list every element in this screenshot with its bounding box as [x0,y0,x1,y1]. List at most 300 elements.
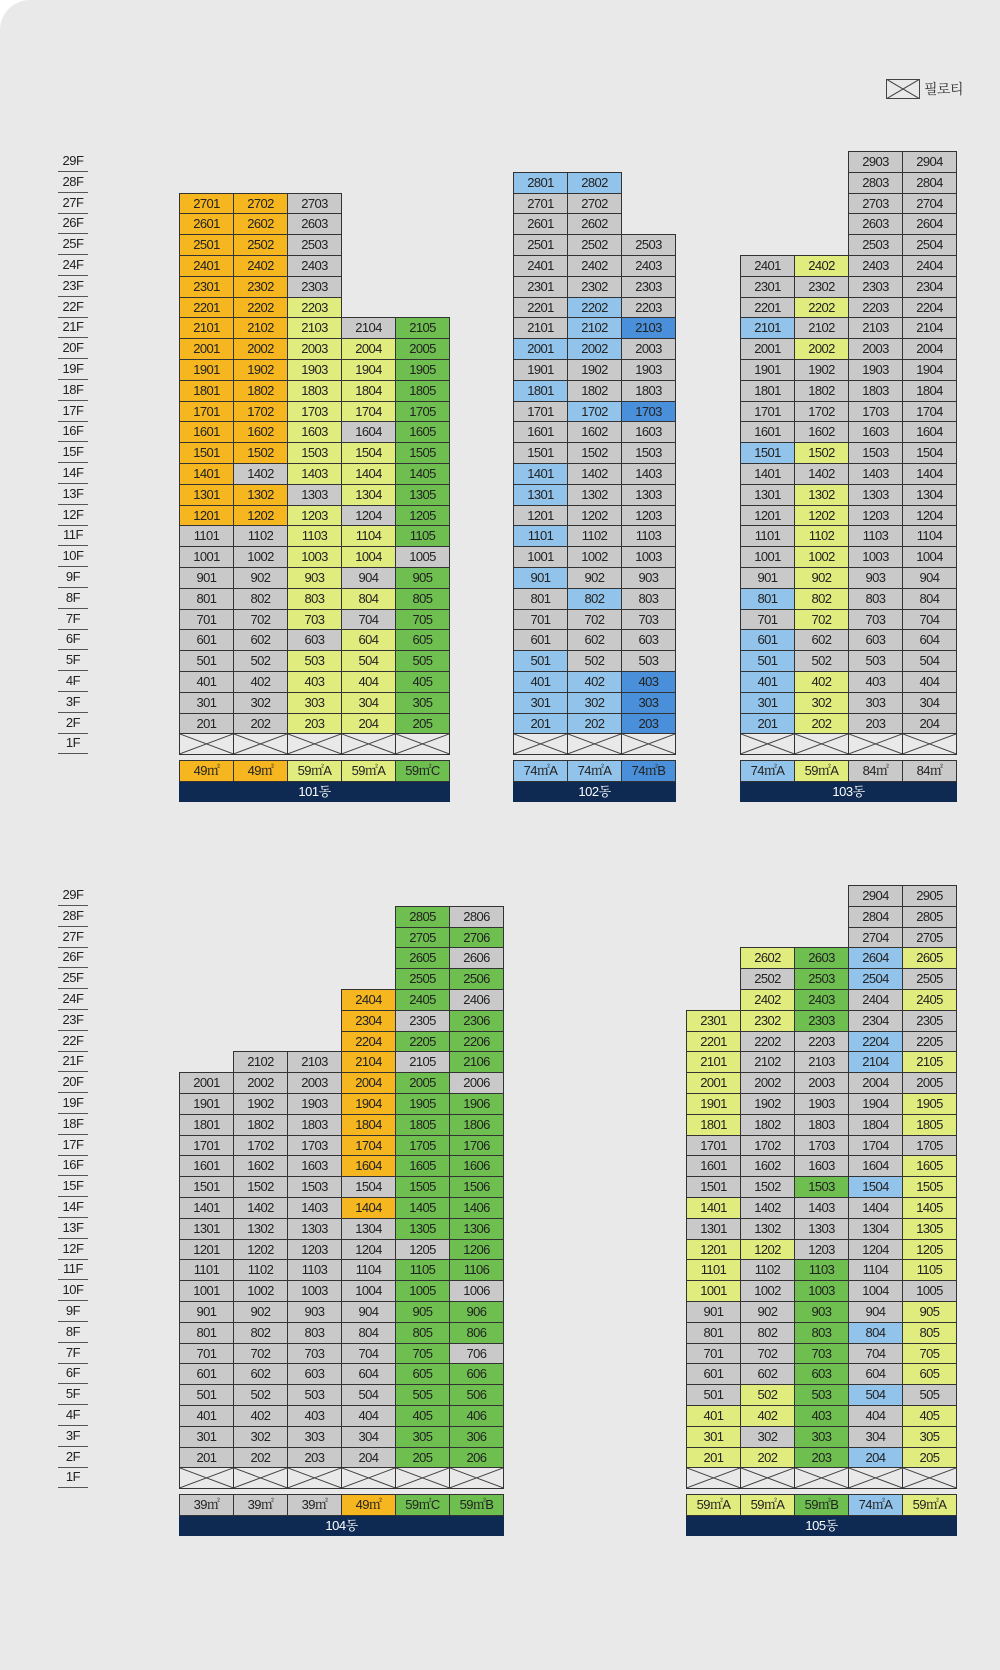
unit-cell[interactable]: 1904 [902,359,957,381]
unit-cell[interactable]: 703 [287,609,342,631]
unit-cell[interactable]: 202 [794,713,849,735]
unit-cell[interactable]: 2002 [740,1072,795,1094]
unit-cell[interactable]: 1303 [848,484,903,506]
unit-cell[interactable]: 1904 [848,1093,903,1115]
unit-cell[interactable]: 1206 [449,1239,504,1261]
unit-cell[interactable]: 1303 [287,484,342,506]
unit-cell[interactable]: 1105 [902,1259,957,1281]
unit-cell[interactable]: 604 [848,1363,903,1385]
unit-cell[interactable]: 1903 [287,359,342,381]
unit-cell[interactable]: 2705 [902,927,957,949]
unit-cell[interactable]: 1605 [902,1155,957,1177]
unit-cell[interactable]: 2002 [567,338,622,360]
unit-cell[interactable]: 401 [513,671,568,693]
unit-cell[interactable]: 805 [395,1322,450,1344]
unit-cell[interactable]: 2805 [395,906,450,928]
unit-cell[interactable]: 2303 [621,276,676,298]
unit-cell[interactable]: 203 [621,713,676,735]
unit-cell[interactable]: 602 [740,1363,795,1385]
unit-cell[interactable]: 1404 [341,1197,396,1219]
unit-cell[interactable]: 2703 [287,193,342,215]
unit-cell[interactable]: 1304 [341,484,396,506]
unit-cell[interactable]: 401 [179,1405,234,1427]
unit-cell[interactable]: 206 [449,1447,504,1469]
unit-cell[interactable]: 2103 [794,1051,849,1073]
unit-cell[interactable]: 2703 [848,193,903,215]
unit-cell[interactable]: 1901 [513,359,568,381]
unit-cell[interactable]: 1901 [179,1093,234,1115]
unit-cell[interactable]: 502 [567,650,622,672]
unit-cell[interactable]: 2406 [449,989,504,1011]
unit-cell[interactable]: 1402 [233,1197,288,1219]
unit-cell[interactable]: 402 [740,1405,795,1427]
unit-cell[interactable]: 901 [179,1301,234,1323]
unit-cell[interactable]: 1605 [395,1155,450,1177]
unit-cell[interactable]: 2401 [513,255,568,277]
unit-cell[interactable]: 2203 [848,297,903,319]
unit-cell[interactable]: 1604 [341,421,396,443]
unit-cell[interactable]: 1902 [233,359,288,381]
unit-cell[interactable]: 2404 [848,989,903,1011]
unit-cell[interactable]: 2402 [233,255,288,277]
unit-cell[interactable]: 1001 [179,1280,234,1302]
unit-cell[interactable]: 1503 [794,1176,849,1198]
unit-cell[interactable]: 2503 [621,234,676,256]
unit-cell[interactable]: 404 [902,671,957,693]
unit-cell[interactable]: 2503 [287,234,342,256]
unit-cell[interactable]: 701 [740,609,795,631]
unit-cell[interactable]: 202 [740,1447,795,1469]
unit-cell[interactable]: 606 [449,1363,504,1385]
unit-cell[interactable]: 802 [233,588,288,610]
unit-cell[interactable]: 504 [848,1384,903,1406]
unit-cell[interactable]: 2302 [567,276,622,298]
unit-cell[interactable]: 2004 [341,1072,396,1094]
unit-cell[interactable]: 2201 [740,297,795,319]
unit-cell[interactable]: 601 [686,1363,741,1385]
unit-cell[interactable]: 403 [621,671,676,693]
unit-cell[interactable]: 1703 [848,401,903,423]
unit-cell[interactable]: 203 [287,713,342,735]
unit-cell[interactable]: 1802 [233,1114,288,1136]
unit-cell[interactable]: 2301 [513,276,568,298]
unit-cell[interactable]: 2302 [740,1010,795,1032]
unit-cell[interactable]: 1003 [794,1280,849,1302]
unit-cell[interactable]: 501 [686,1384,741,1406]
unit-cell[interactable]: 204 [341,1447,396,1469]
unit-cell[interactable]: 705 [902,1343,957,1365]
unit-cell[interactable]: 2103 [848,317,903,339]
unit-cell[interactable]: 2701 [513,193,568,215]
unit-cell[interactable]: 2403 [794,989,849,1011]
unit-cell[interactable]: 301 [179,692,234,714]
unit-cell[interactable]: 1805 [902,1114,957,1136]
unit-cell[interactable]: 1003 [621,546,676,568]
unit-cell[interactable]: 1105 [395,525,450,547]
unit-cell[interactable]: 904 [848,1301,903,1323]
unit-cell[interactable]: 202 [233,1447,288,1469]
unit-cell[interactable]: 501 [740,650,795,672]
unit-cell[interactable]: 1101 [740,525,795,547]
unit-cell[interactable]: 1603 [621,421,676,443]
unit-cell[interactable]: 1804 [848,1114,903,1136]
unit-cell[interactable]: 2104 [848,1051,903,1073]
unit-cell[interactable]: 2602 [233,213,288,235]
unit-cell[interactable]: 2102 [233,317,288,339]
unit-cell[interactable]: 403 [794,1405,849,1427]
unit-cell[interactable]: 1601 [686,1155,741,1177]
unit-cell[interactable]: 2603 [287,213,342,235]
unit-cell[interactable]: 302 [567,692,622,714]
unit-cell[interactable]: 1006 [449,1280,504,1302]
unit-cell[interactable]: 1302 [233,484,288,506]
unit-cell[interactable]: 2904 [902,151,957,173]
unit-cell[interactable]: 1302 [233,1218,288,1240]
unit-cell[interactable]: 304 [848,1426,903,1448]
unit-cell[interactable]: 1301 [179,484,234,506]
unit-cell[interactable]: 705 [395,1343,450,1365]
unit-cell[interactable]: 1403 [287,463,342,485]
unit-cell[interactable]: 404 [341,1405,396,1427]
unit-cell[interactable]: 1605 [395,421,450,443]
unit-cell[interactable]: 1404 [902,463,957,485]
unit-cell[interactable]: 1303 [794,1218,849,1240]
unit-cell[interactable]: 2101 [513,317,568,339]
unit-cell[interactable]: 2504 [848,968,903,990]
unit-cell[interactable]: 1601 [179,421,234,443]
unit-cell[interactable]: 803 [848,588,903,610]
unit-cell[interactable]: 1502 [794,442,849,464]
unit-cell[interactable]: 2503 [848,234,903,256]
unit-cell[interactable]: 1902 [794,359,849,381]
unit-cell[interactable]: 1201 [740,505,795,527]
unit-cell[interactable]: 2605 [902,947,957,969]
unit-cell[interactable]: 704 [341,1343,396,1365]
unit-cell[interactable]: 202 [567,713,622,735]
unit-cell[interactable]: 2001 [740,338,795,360]
unit-cell[interactable]: 1201 [179,505,234,527]
unit-cell[interactable]: 1703 [794,1135,849,1157]
unit-cell[interactable]: 1905 [395,359,450,381]
unit-cell[interactable]: 1005 [395,1280,450,1302]
unit-cell[interactable]: 305 [902,1426,957,1448]
unit-cell[interactable]: 2203 [287,297,342,319]
unit-cell[interactable]: 2105 [395,1051,450,1073]
unit-cell[interactable]: 1604 [902,421,957,443]
unit-cell[interactable]: 701 [179,609,234,631]
unit-cell[interactable]: 1103 [848,525,903,547]
unit-cell[interactable]: 801 [179,1322,234,1344]
unit-cell[interactable]: 1504 [848,1176,903,1198]
unit-cell[interactable]: 1902 [567,359,622,381]
unit-cell[interactable]: 1704 [902,401,957,423]
unit-cell[interactable]: 403 [848,671,903,693]
unit-cell[interactable]: 2501 [179,234,234,256]
unit-cell[interactable]: 2403 [621,255,676,277]
unit-cell[interactable]: 204 [848,1447,903,1469]
unit-cell[interactable]: 2602 [740,947,795,969]
unit-cell[interactable]: 1401 [686,1197,741,1219]
unit-cell[interactable]: 1102 [794,525,849,547]
unit-cell[interactable]: 405 [395,671,450,693]
unit-cell[interactable]: 1503 [287,1176,342,1198]
unit-cell[interactable]: 1901 [179,359,234,381]
unit-cell[interactable]: 1503 [848,442,903,464]
unit-cell[interactable]: 904 [341,1301,396,1323]
unit-cell[interactable]: 303 [794,1426,849,1448]
unit-cell[interactable]: 1102 [233,1259,288,1281]
unit-cell[interactable]: 802 [233,1322,288,1344]
unit-cell[interactable]: 2004 [848,1072,903,1094]
unit-cell[interactable]: 301 [686,1426,741,1448]
unit-cell[interactable]: 1703 [287,401,342,423]
unit-cell[interactable]: 1104 [848,1259,903,1281]
unit-cell[interactable]: 803 [287,588,342,610]
unit-cell[interactable]: 1802 [233,380,288,402]
unit-cell[interactable]: 602 [794,629,849,651]
unit-cell[interactable]: 906 [449,1301,504,1323]
unit-cell[interactable]: 1703 [287,1135,342,1157]
unit-cell[interactable]: 201 [179,713,234,735]
unit-cell[interactable]: 1103 [287,1259,342,1281]
unit-cell[interactable]: 1001 [179,546,234,568]
unit-cell[interactable]: 1903 [794,1093,849,1115]
unit-cell[interactable]: 805 [902,1322,957,1344]
unit-cell[interactable]: 2003 [287,338,342,360]
unit-cell[interactable]: 1603 [794,1155,849,1177]
unit-cell[interactable]: 2001 [179,1072,234,1094]
unit-cell[interactable]: 1803 [287,1114,342,1136]
unit-cell[interactable]: 2501 [513,234,568,256]
unit-cell[interactable]: 1502 [233,442,288,464]
unit-cell[interactable]: 1902 [233,1093,288,1115]
unit-cell[interactable]: 1401 [740,463,795,485]
unit-cell[interactable]: 1701 [686,1135,741,1157]
unit-cell[interactable]: 903 [287,1301,342,1323]
unit-cell[interactable]: 305 [395,1426,450,1448]
unit-cell[interactable]: 1601 [179,1155,234,1177]
unit-cell[interactable]: 1402 [567,463,622,485]
unit-cell[interactable]: 1202 [567,505,622,527]
unit-cell[interactable]: 1205 [395,505,450,527]
unit-cell[interactable]: 1901 [740,359,795,381]
unit-cell[interactable]: 703 [621,609,676,631]
unit-cell[interactable]: 2404 [341,989,396,1011]
unit-cell[interactable]: 1702 [233,1135,288,1157]
unit-cell[interactable]: 2903 [848,151,903,173]
unit-cell[interactable]: 302 [740,1426,795,1448]
unit-cell[interactable]: 1503 [287,442,342,464]
unit-cell[interactable]: 2702 [567,193,622,215]
unit-cell[interactable]: 706 [449,1343,504,1365]
unit-cell[interactable]: 2506 [449,968,504,990]
unit-cell[interactable]: 1405 [395,463,450,485]
unit-cell[interactable]: 304 [341,692,396,714]
unit-cell[interactable]: 1602 [233,1155,288,1177]
unit-cell[interactable]: 1906 [449,1093,504,1115]
unit-cell[interactable]: 1201 [513,505,568,527]
unit-cell[interactable]: 1203 [621,505,676,527]
unit-cell[interactable]: 605 [395,629,450,651]
unit-cell[interactable]: 801 [179,588,234,610]
unit-cell[interactable]: 2601 [513,213,568,235]
unit-cell[interactable]: 904 [902,567,957,589]
unit-cell[interactable]: 901 [740,567,795,589]
unit-cell[interactable]: 601 [740,629,795,651]
unit-cell[interactable]: 1101 [179,525,234,547]
unit-cell[interactable]: 1305 [395,484,450,506]
unit-cell[interactable]: 2801 [513,172,568,194]
unit-cell[interactable]: 1202 [740,1239,795,1261]
unit-cell[interactable]: 2301 [740,276,795,298]
unit-cell[interactable]: 1402 [233,463,288,485]
unit-cell[interactable]: 2202 [740,1031,795,1053]
unit-cell[interactable]: 205 [395,1447,450,1469]
unit-cell[interactable]: 1905 [395,1093,450,1115]
unit-cell[interactable]: 1003 [848,546,903,568]
unit-cell[interactable]: 1402 [740,1197,795,1219]
unit-cell[interactable]: 502 [233,1384,288,1406]
unit-cell[interactable]: 1205 [395,1239,450,1261]
unit-cell[interactable]: 2102 [567,317,622,339]
unit-cell[interactable]: 902 [740,1301,795,1323]
unit-cell[interactable]: 1401 [179,463,234,485]
unit-cell[interactable]: 1504 [341,442,396,464]
unit-cell[interactable]: 502 [740,1384,795,1406]
unit-cell[interactable]: 502 [233,650,288,672]
unit-cell[interactable]: 1005 [395,546,450,568]
unit-cell[interactable]: 1002 [233,546,288,568]
unit-cell[interactable]: 303 [848,692,903,714]
unit-cell[interactable]: 501 [179,1384,234,1406]
unit-cell[interactable]: 801 [740,588,795,610]
unit-cell[interactable]: 2105 [902,1051,957,1073]
unit-cell[interactable]: 702 [740,1343,795,1365]
unit-cell[interactable]: 1301 [740,484,795,506]
unit-cell[interactable]: 204 [902,713,957,735]
unit-cell[interactable]: 2104 [341,317,396,339]
unit-cell[interactable]: 1803 [848,380,903,402]
unit-cell[interactable]: 1101 [179,1259,234,1281]
unit-cell[interactable]: 1005 [902,1280,957,1302]
unit-cell[interactable]: 2201 [513,297,568,319]
unit-cell[interactable]: 1203 [287,505,342,527]
unit-cell[interactable]: 1903 [287,1093,342,1115]
unit-cell[interactable]: 804 [341,1322,396,1344]
unit-cell[interactable]: 1101 [513,525,568,547]
unit-cell[interactable]: 2302 [233,276,288,298]
unit-cell[interactable]: 205 [395,713,450,735]
unit-cell[interactable]: 2001 [179,338,234,360]
unit-cell[interactable]: 2604 [848,947,903,969]
unit-cell[interactable]: 2005 [395,338,450,360]
unit-cell[interactable]: 504 [902,650,957,672]
unit-cell[interactable]: 2606 [449,947,504,969]
unit-cell[interactable]: 1903 [621,359,676,381]
unit-cell[interactable]: 2101 [740,317,795,339]
unit-cell[interactable]: 1803 [794,1114,849,1136]
unit-cell[interactable]: 704 [902,609,957,631]
unit-cell[interactable]: 1305 [902,1218,957,1240]
unit-cell[interactable]: 2202 [794,297,849,319]
unit-cell[interactable]: 201 [179,1447,234,1469]
unit-cell[interactable]: 1802 [740,1114,795,1136]
unit-cell[interactable]: 703 [794,1343,849,1365]
unit-cell[interactable]: 1303 [287,1218,342,1240]
unit-cell[interactable]: 704 [848,1343,903,1365]
unit-cell[interactable]: 1602 [567,421,622,443]
unit-cell[interactable]: 1601 [740,421,795,443]
unit-cell[interactable]: 2201 [179,297,234,319]
unit-cell[interactable]: 1701 [179,401,234,423]
unit-cell[interactable]: 603 [848,629,903,651]
unit-cell[interactable]: 303 [287,692,342,714]
unit-cell[interactable]: 1403 [287,1197,342,1219]
unit-cell[interactable]: 1304 [902,484,957,506]
unit-cell[interactable]: 1506 [449,1176,504,1198]
unit-cell[interactable]: 1204 [341,505,396,527]
unit-cell[interactable]: 1705 [395,1135,450,1157]
unit-cell[interactable]: 303 [287,1426,342,1448]
unit-cell[interactable]: 1203 [287,1239,342,1261]
unit-cell[interactable]: 801 [513,588,568,610]
unit-cell[interactable]: 901 [179,567,234,589]
unit-cell[interactable]: 401 [686,1405,741,1427]
unit-cell[interactable]: 2704 [848,927,903,949]
unit-cell[interactable]: 2705 [395,927,450,949]
unit-cell[interactable]: 1102 [233,525,288,547]
unit-cell[interactable]: 2403 [287,255,342,277]
unit-cell[interactable]: 2605 [395,947,450,969]
unit-cell[interactable]: 1201 [179,1239,234,1261]
unit-cell[interactable]: 804 [341,588,396,610]
unit-cell[interactable]: 1404 [341,463,396,485]
unit-cell[interactable]: 505 [395,1384,450,1406]
unit-cell[interactable]: 1102 [740,1259,795,1281]
unit-cell[interactable]: 1302 [567,484,622,506]
unit-cell[interactable]: 2806 [449,906,504,928]
unit-cell[interactable]: 1803 [621,380,676,402]
unit-cell[interactable]: 1603 [287,1155,342,1177]
unit-cell[interactable]: 604 [902,629,957,651]
unit-cell[interactable]: 2102 [740,1051,795,1073]
unit-cell[interactable]: 1001 [513,546,568,568]
unit-cell[interactable]: 1002 [567,546,622,568]
unit-cell[interactable]: 403 [287,1405,342,1427]
unit-cell[interactable]: 503 [621,650,676,672]
unit-cell[interactable]: 2001 [686,1072,741,1094]
unit-cell[interactable]: 1205 [902,1239,957,1261]
unit-cell[interactable]: 302 [233,692,288,714]
unit-cell[interactable]: 2803 [848,172,903,194]
unit-cell[interactable]: 505 [395,650,450,672]
unit-cell[interactable]: 2004 [341,338,396,360]
unit-cell[interactable]: 205 [902,1447,957,1469]
unit-cell[interactable]: 604 [341,1363,396,1385]
unit-cell[interactable]: 1603 [287,421,342,443]
unit-cell[interactable]: 2402 [740,989,795,1011]
unit-cell[interactable]: 2203 [621,297,676,319]
unit-cell[interactable]: 1002 [740,1280,795,1302]
unit-cell[interactable]: 2602 [567,213,622,235]
unit-cell[interactable]: 503 [287,650,342,672]
unit-cell[interactable]: 602 [233,629,288,651]
unit-cell[interactable]: 702 [233,1343,288,1365]
unit-cell[interactable]: 901 [513,567,568,589]
unit-cell[interactable]: 1306 [449,1218,504,1240]
unit-cell[interactable]: 1701 [179,1135,234,1157]
unit-cell[interactable]: 901 [686,1301,741,1323]
